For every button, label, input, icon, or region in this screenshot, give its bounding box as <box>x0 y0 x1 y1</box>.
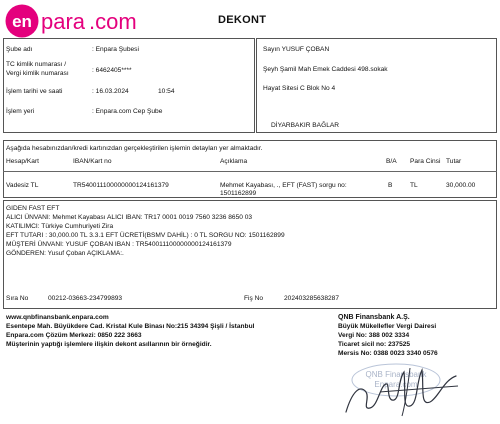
sira-label: Sıra No <box>6 295 29 302</box>
row-iban: TR540011100000000124161379 <box>73 182 169 189</box>
footer-website: www.qnbfinansbank.enpara.com <box>6 314 109 321</box>
document-title: DEKONT <box>218 14 267 26</box>
footer-address: Esentepe Mah. Büyükdere Cad. Kristal Kule Binası No:215 34394 Şişli / İstanbul <box>6 323 255 330</box>
place-label: İşlem yeri <box>6 108 35 115</box>
notice-text: Aşağıda hesabınızdan/kredi kartınızdan gerçekleştirilen işlemin detayları yer almaktadır. <box>6 145 263 152</box>
recipient-name: Sayın YUSUF ÇOBAN <box>263 46 330 53</box>
header-iban: IBAN/Kart no <box>73 158 112 165</box>
row-description-2: 1501162899 <box>220 190 257 197</box>
header-description: Açıklama <box>220 158 248 165</box>
detail-line: ALICI ÜNVANI: Mehmet Kayabası ALICI IBAN: TR17 0001 0019 7560 3236 8650 03 <box>6 214 253 221</box>
branch-label: Şube adı <box>6 46 33 53</box>
header-amount: Tutar <box>446 158 462 165</box>
detail-line: EFT TUTARI : 30,000.00 TL 3.3.1 EFT ÜCRETİ(BSMV DAHİL) : 0 TL SORGU NO: 1501162899 <box>6 232 285 239</box>
row-ba: B <box>388 182 393 189</box>
detail-line: KATILIMCI: Türkiye Cumhuriyeti Zira <box>6 223 114 230</box>
footer-disclaimer: Müşterinin yaptığı işlemlere ilişkin dekont asıllarının bir örneğidir. <box>6 341 212 348</box>
bank-name: QNB Finansbank A.Ş. <box>338 314 410 321</box>
detail-line: GIDEN FAST EFT <box>6 205 60 212</box>
tax-number: Vergi No: 388 002 3334 <box>338 332 410 339</box>
stamp-line-2: Enpara.com <box>374 380 418 389</box>
date-label: İşlem tarihi ve saati <box>6 88 63 95</box>
recipient-address-2: Hayat Sitesi C Blok No 4 <box>263 85 336 92</box>
stamp-line-1: QNB Finansbank <box>365 370 427 379</box>
row-currency: TL <box>410 182 418 189</box>
trade-registry: Ticaret sicil no: 237525 <box>338 341 411 348</box>
place-value: : Enpara.com Cep Şube <box>92 108 163 115</box>
logo-prefix: en <box>12 12 32 31</box>
time-value: 10:54 <box>158 88 175 95</box>
sira-value: 00212-03663-234799893 <box>48 295 123 302</box>
recipient-address-1: Şeyh Şamil Mah Emek Caddesi 498.sokak <box>263 66 388 73</box>
enpara-logo <box>3 3 155 39</box>
footer-support: Enpara.com Çözüm Merkezi: 0850 222 3663 <box>6 332 142 339</box>
signature <box>340 362 470 420</box>
table-divider <box>3 171 497 172</box>
row-amount: 30,000.00 <box>446 182 476 189</box>
recipient-city: DİYARBAKIR BAĞLAR <box>271 122 340 129</box>
tax-value: : 6462405**** <box>92 67 132 74</box>
tax-office: Büyük Mükellefler Vergi Dairesi <box>338 323 437 330</box>
header-currency: Para Cinsi <box>410 158 441 165</box>
tax-label-1: TC kimlik numarası / <box>6 61 67 68</box>
logo-tld: .com <box>89 9 137 34</box>
header-account: Hesap/Kart <box>6 158 39 165</box>
tax-label-2: Vergi kimlik numarası <box>6 70 69 77</box>
detail-line: MÜŞTERİ ÜNVANI: YUSUF ÇOBAN IBAN : TR540011100000000124161379 <box>6 241 232 248</box>
date-value: : 16.03.2024 <box>92 88 129 95</box>
mersis-number: Mersis No: 0388 0023 3340 0576 <box>338 350 438 357</box>
branch-value: : Enpara Şubesi <box>92 46 139 53</box>
fis-value: 202403285638287 <box>284 295 340 302</box>
logo-suffix: para <box>41 9 86 34</box>
header-ba: B/A <box>386 158 397 165</box>
fis-label: Fiş No <box>244 295 264 302</box>
row-account: Vadesiz TL <box>6 182 39 189</box>
detail-line: GÖNDEREN: Yusuf Çoban AÇIKLAMA:. <box>6 250 124 257</box>
row-description-1: Mehmet Kayabası, ., EFT (FAST) sorgu no: <box>220 182 347 189</box>
